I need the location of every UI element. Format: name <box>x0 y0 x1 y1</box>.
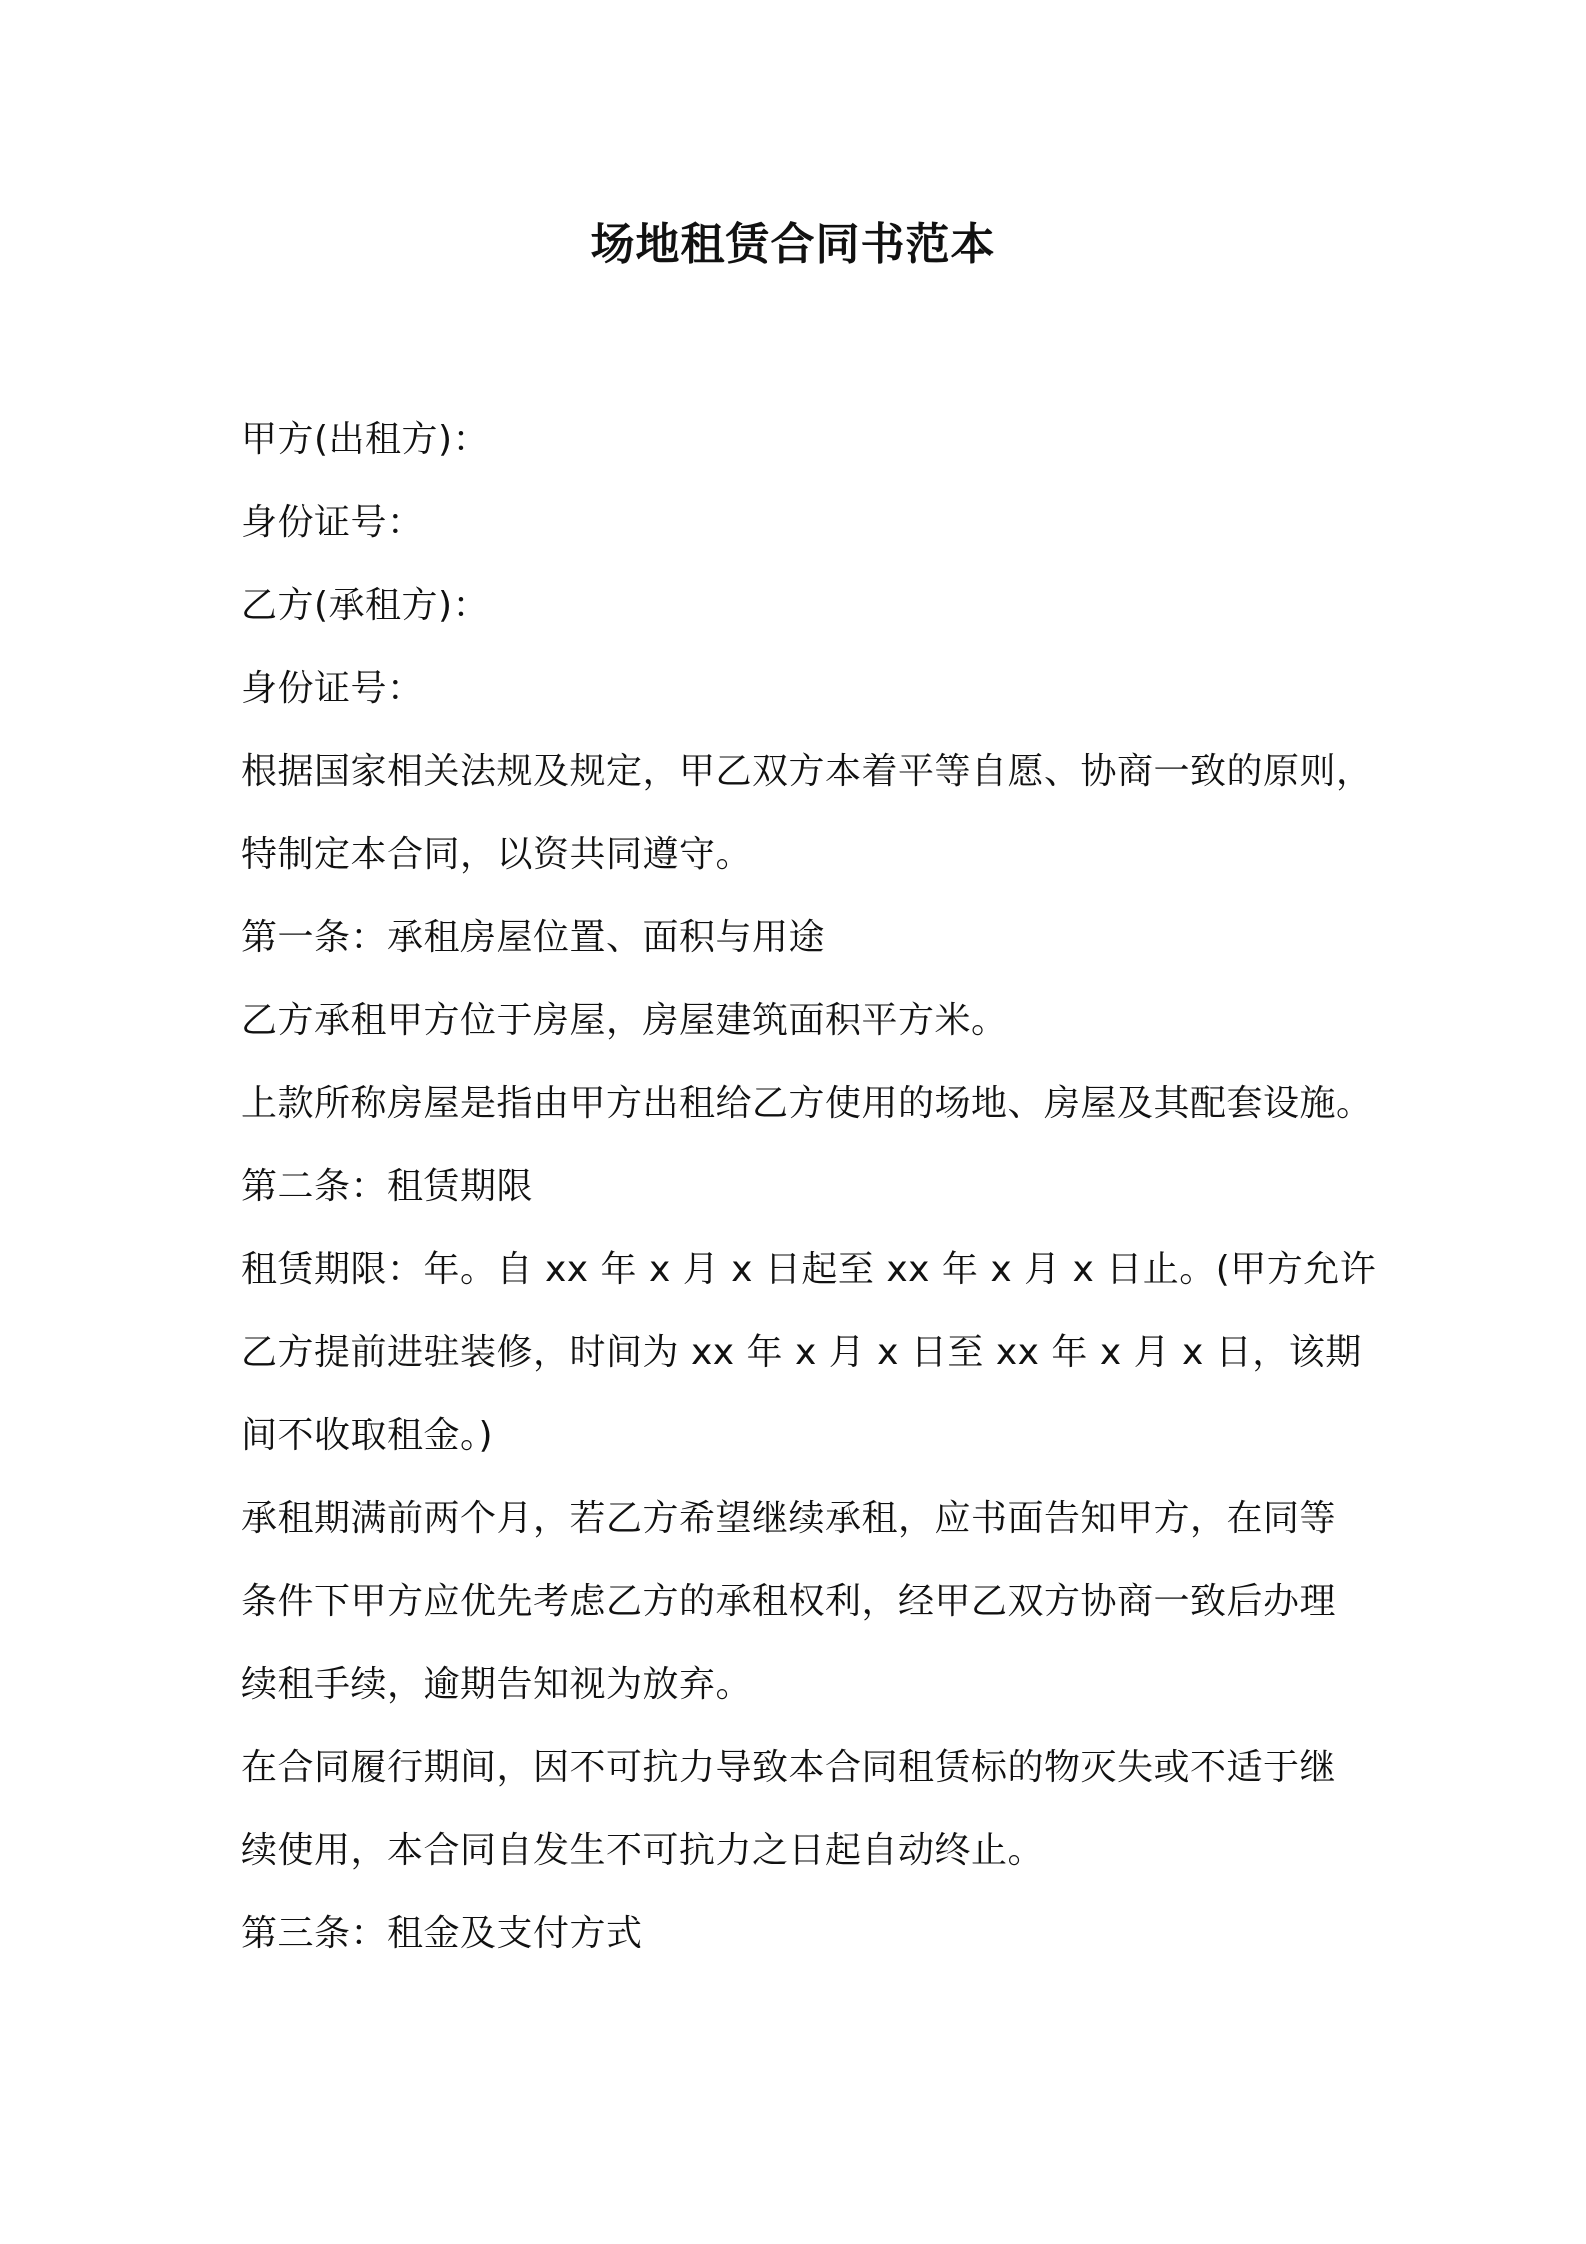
paragraph-line: 间不收取租金。) <box>241 1415 494 1456</box>
paragraph-line: 乙方提前进驻装修，时间为 xx 年 x 月 x 日至 xx 年 x 月 x 日，该期 <box>241 1332 1362 1373</box>
party-b-label: 乙方(承租方)： <box>241 585 490 626</box>
paragraph-line: 续租手续，逾期告知视为放弃。 <box>241 1664 753 1705</box>
article-heading: 第二条：租赁期限 <box>241 1166 534 1207</box>
party-a-id-label: 身份证号： <box>241 502 424 543</box>
paragraph-line: 乙方承租甲方位于房屋，房屋建筑面积平方米。 <box>241 1000 1008 1041</box>
paragraph-line: 在合同履行期间，因不可抗力导致本合同租赁标的物灭失或不适于继 <box>241 1747 1337 1788</box>
document-title: 场地租赁合同书范本 <box>590 219 996 270</box>
paragraph-line: 租赁期限：年。自 xx 年 x 月 x 日起至 xx 年 x 月 x 日止。(甲方允许 <box>241 1249 1377 1290</box>
party-a-label: 甲方(出租方)： <box>241 419 490 460</box>
paragraph-line: 承租期满前两个月，若乙方希望继续承租，应书面告知甲方，在同等 <box>241 1498 1337 1539</box>
paragraph-line: 上款所称房屋是指由甲方出租给乙方使用的场地、房屋及其配套设施。 <box>241 1083 1373 1124</box>
paragraph-line: 根据国家相关法规及规定，甲乙双方本着平等自愿、协商一致的原则， <box>241 751 1373 792</box>
paragraph-line: 续使用，本合同自发生不可抗力之日起自动终止。 <box>241 1830 1045 1871</box>
paragraph-line: 特制定本合同，以资共同遵守。 <box>241 834 753 875</box>
article-heading: 第三条：租金及支付方式 <box>241 1913 643 1954</box>
paragraph-line: 条件下甲方应优先考虑乙方的承租权利，经甲乙双方协商一致后办理 <box>241 1581 1337 1622</box>
article-heading: 第一条：承租房屋位置、面积与用途 <box>241 917 826 958</box>
party-b-id-label: 身份证号： <box>241 668 424 709</box>
